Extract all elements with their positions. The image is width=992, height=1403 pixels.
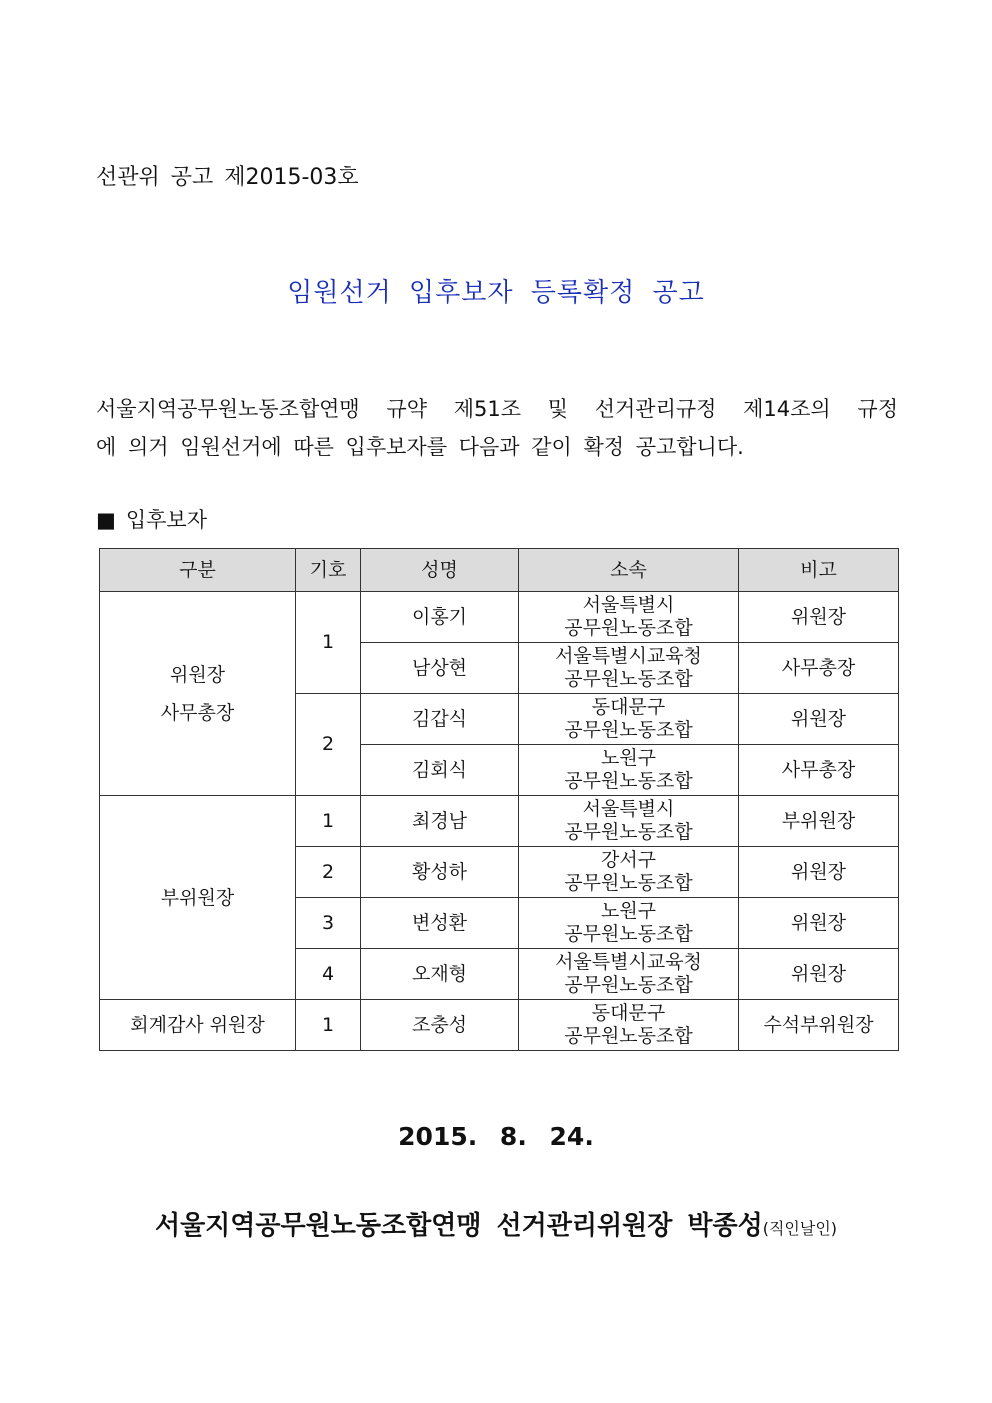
affiliation-cell bbox=[519, 1000, 739, 1051]
document-title: 임원선거 입후보자 등록확정 공고 bbox=[287, 278, 705, 308]
candidates-table bbox=[99, 548, 899, 1051]
ticket-number-cell: 1 bbox=[296, 1000, 361, 1051]
affiliation-line: 공무원노동조합 bbox=[564, 617, 693, 639]
table-header-row bbox=[100, 549, 899, 592]
announcement-date: 2015. 8. 24. bbox=[398, 1122, 594, 1151]
candidate-name-cell: 변성환 bbox=[361, 898, 519, 949]
table-body bbox=[100, 592, 899, 1051]
affiliation-line: 공무원노동조합 bbox=[564, 974, 693, 996]
ticket-number-cell: 2 bbox=[296, 847, 361, 898]
candidate-name-cell: 남상현 bbox=[361, 643, 519, 694]
affiliation-line: 동대문구 bbox=[591, 696, 666, 718]
category-label: 위원장 bbox=[169, 663, 226, 686]
candidate-name-cell: 김갑식 bbox=[361, 694, 519, 745]
square-bullet-icon: ■ bbox=[96, 508, 116, 532]
intro-line-1: 서울지역공무원노동조합연맹 규약 제51조 및 선거관리규정 제14조의 규정 bbox=[96, 397, 898, 421]
note-cell: 사무총장 bbox=[739, 745, 899, 796]
note-cell: 위원장 bbox=[739, 898, 899, 949]
affiliation-line: 서울특별시교육청 bbox=[555, 645, 702, 667]
note-cell: 부위원장 bbox=[739, 796, 899, 847]
category-cell bbox=[100, 796, 296, 1000]
seal-note: (직인날인) bbox=[762, 1219, 838, 1238]
table-row bbox=[100, 796, 899, 847]
intro-line-2: 에 의거 임원선거에 따른 입후보자를 다음과 같이 확정 공고합니다. bbox=[96, 435, 744, 459]
affiliation-line: 노원구 bbox=[600, 900, 657, 922]
category-label: 회계감사 위원장 bbox=[130, 1014, 265, 1036]
candidate-name-cell: 김회식 bbox=[361, 745, 519, 796]
affiliation-cell bbox=[519, 694, 739, 745]
section-heading bbox=[96, 504, 207, 534]
affiliation-line: 서울특별시교육청 bbox=[555, 951, 702, 973]
affiliation-line: 노원구 bbox=[600, 747, 657, 769]
signature-line bbox=[0, 1205, 992, 1242]
intro-paragraph bbox=[96, 390, 898, 466]
header-category: 구분 bbox=[100, 549, 296, 592]
note-cell: 위원장 bbox=[739, 592, 899, 643]
affiliation-line: 동대문구 bbox=[591, 1002, 666, 1024]
note-cell: 위원장 bbox=[739, 847, 899, 898]
affiliation-line: 공무원노동조합 bbox=[564, 668, 693, 690]
candidate-name-cell: 황성하 bbox=[361, 847, 519, 898]
ticket-number-cell: 2 bbox=[296, 694, 361, 796]
header-note: 비고 bbox=[739, 549, 899, 592]
affiliation-line: 공무원노동조합 bbox=[564, 770, 693, 792]
note-cell: 수석부위원장 bbox=[739, 1000, 899, 1051]
candidate-name-cell: 이홍기 bbox=[361, 592, 519, 643]
header-affiliation: 소속 bbox=[519, 549, 739, 592]
note-cell: 위원장 bbox=[739, 949, 899, 1000]
affiliation-cell bbox=[519, 847, 739, 898]
affiliation-line: 서울특별시 bbox=[582, 798, 675, 820]
section-heading-label: 입후보자 bbox=[125, 508, 207, 532]
affiliation-cell bbox=[519, 949, 739, 1000]
affiliation-line: 서울특별시 bbox=[582, 594, 675, 616]
ticket-number-cell: 1 bbox=[296, 592, 361, 694]
category-label: 부위원장 bbox=[160, 886, 235, 909]
header-name: 성명 bbox=[361, 549, 519, 592]
ticket-number-cell: 4 bbox=[296, 949, 361, 1000]
notice-number: 선관위 공고 제2015-03호 bbox=[96, 165, 359, 190]
note-cell: 위원장 bbox=[739, 694, 899, 745]
category-cell bbox=[100, 592, 296, 796]
affiliation-line: 공무원노동조합 bbox=[564, 1025, 693, 1047]
affiliation-line: 강서구 bbox=[600, 849, 657, 871]
affiliation-cell bbox=[519, 745, 739, 796]
affiliation-cell bbox=[519, 592, 739, 643]
affiliation-line: 공무원노동조합 bbox=[564, 923, 693, 945]
affiliation-line: 공무원노동조합 bbox=[564, 872, 693, 894]
affiliation-cell bbox=[519, 898, 739, 949]
header-number: 기호 bbox=[296, 549, 361, 592]
candidate-name-cell: 오재형 bbox=[361, 949, 519, 1000]
table-row bbox=[100, 1000, 899, 1051]
category-cell bbox=[100, 1000, 296, 1051]
note-cell: 사무총장 bbox=[739, 643, 899, 694]
candidate-name-cell: 최경남 bbox=[361, 796, 519, 847]
affiliation-cell bbox=[519, 643, 739, 694]
affiliation-cell bbox=[519, 796, 739, 847]
signature-text: 서울지역공무원노동조합연맹 선거관리위원장 박종성 bbox=[154, 1211, 763, 1241]
table-row bbox=[100, 592, 899, 643]
category-label: 사무총장 bbox=[160, 701, 235, 724]
affiliation-line: 공무원노동조합 bbox=[564, 821, 693, 843]
ticket-number-cell: 3 bbox=[296, 898, 361, 949]
affiliation-line: 공무원노동조합 bbox=[564, 719, 693, 741]
candidate-name-cell: 조충성 bbox=[361, 1000, 519, 1051]
ticket-number-cell: 1 bbox=[296, 796, 361, 847]
